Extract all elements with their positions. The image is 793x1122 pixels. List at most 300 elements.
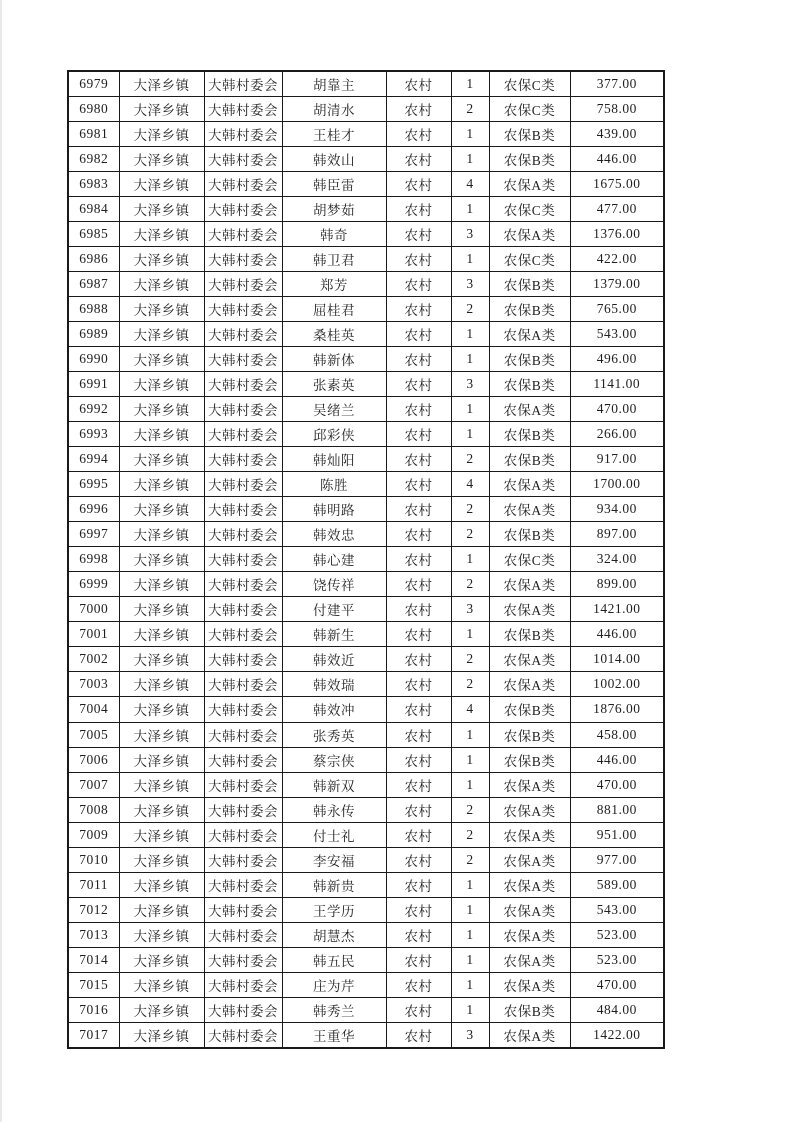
cell-person-count: 1 [451, 622, 489, 647]
cell-person-count: 1 [451, 122, 489, 147]
cell-residence-type: 农村 [386, 672, 451, 697]
cell-village: 大韩村委会 [204, 597, 282, 622]
cell-amount: 523.00 [570, 922, 664, 947]
page-left-edge [0, 0, 2, 1122]
table-row [68, 322, 664, 347]
cell-residence-type: 农村 [386, 71, 451, 97]
cell-village: 大韩村委会 [204, 472, 282, 497]
cell-village: 大韩村委会 [204, 947, 282, 972]
pension-roster-table [67, 70, 665, 1049]
cell-town: 大泽乡镇 [119, 347, 204, 372]
cell-person-count: 2 [451, 672, 489, 697]
cell-village: 大韩村委会 [204, 497, 282, 522]
cell-town: 大泽乡镇 [119, 672, 204, 697]
cell-insurance-category: 农保B类 [489, 522, 570, 547]
cell-residence-type: 农村 [386, 972, 451, 997]
cell-village: 大韩村委会 [204, 272, 282, 297]
cell-insurance-category: 农保B类 [489, 697, 570, 722]
cell-insurance-category: 农保C类 [489, 71, 570, 97]
cell-row-number: 6994 [68, 447, 119, 472]
cell-person-name: 胡靠主 [282, 71, 386, 97]
cell-residence-type: 农村 [386, 272, 451, 297]
cell-person-name: 邱彩侠 [282, 422, 386, 447]
cell-person-count: 2 [451, 522, 489, 547]
cell-village: 大韩村委会 [204, 547, 282, 572]
table-row [68, 172, 664, 197]
cell-amount: 758.00 [570, 97, 664, 122]
cell-insurance-category: 农保A类 [489, 472, 570, 497]
cell-town: 大泽乡镇 [119, 222, 204, 247]
cell-village: 大韩村委会 [204, 647, 282, 672]
cell-village: 大韩村委会 [204, 122, 282, 147]
cell-amount: 1376.00 [570, 222, 664, 247]
cell-insurance-category: 农保A类 [489, 222, 570, 247]
cell-village: 大韩村委会 [204, 197, 282, 222]
cell-insurance-category: 农保A类 [489, 947, 570, 972]
cell-person-count: 2 [451, 847, 489, 872]
cell-row-number: 6980 [68, 97, 119, 122]
cell-person-name: 韩新生 [282, 622, 386, 647]
cell-residence-type: 农村 [386, 322, 451, 347]
cell-person-name: 韩效忠 [282, 522, 386, 547]
table-row [68, 71, 664, 97]
cell-insurance-category: 农保A类 [489, 647, 570, 672]
cell-residence-type: 农村 [386, 847, 451, 872]
cell-town: 大泽乡镇 [119, 122, 204, 147]
cell-village: 大韩村委会 [204, 997, 282, 1022]
cell-person-name: 屈桂君 [282, 297, 386, 322]
cell-town: 大泽乡镇 [119, 1022, 204, 1048]
cell-residence-type: 农村 [386, 722, 451, 747]
cell-insurance-category: 农保A类 [489, 922, 570, 947]
cell-amount: 470.00 [570, 972, 664, 997]
cell-town: 大泽乡镇 [119, 997, 204, 1022]
cell-residence-type: 农村 [386, 372, 451, 397]
table-row [68, 347, 664, 372]
cell-amount: 266.00 [570, 422, 664, 447]
table-row [68, 422, 664, 447]
table-row [68, 222, 664, 247]
cell-residence-type: 农村 [386, 697, 451, 722]
cell-person-count: 1 [451, 872, 489, 897]
cell-town: 大泽乡镇 [119, 497, 204, 522]
cell-residence-type: 农村 [386, 572, 451, 597]
cell-amount: 881.00 [570, 797, 664, 822]
cell-village: 大韩村委会 [204, 847, 282, 872]
table-row [68, 572, 664, 597]
cell-amount: 917.00 [570, 447, 664, 472]
cell-row-number: 6993 [68, 422, 119, 447]
cell-insurance-category: 农保B类 [489, 372, 570, 397]
table-row [68, 472, 664, 497]
cell-town: 大泽乡镇 [119, 71, 204, 97]
cell-town: 大泽乡镇 [119, 397, 204, 422]
cell-insurance-category: 农保C类 [489, 547, 570, 572]
cell-person-name: 张秀英 [282, 722, 386, 747]
cell-person-count: 3 [451, 597, 489, 622]
cell-row-number: 7012 [68, 897, 119, 922]
cell-row-number: 6992 [68, 397, 119, 422]
cell-village: 大韩村委会 [204, 972, 282, 997]
cell-residence-type: 农村 [386, 172, 451, 197]
cell-town: 大泽乡镇 [119, 547, 204, 572]
cell-row-number: 7016 [68, 997, 119, 1022]
cell-amount: 1700.00 [570, 472, 664, 497]
cell-town: 大泽乡镇 [119, 947, 204, 972]
cell-person-count: 1 [451, 422, 489, 447]
cell-row-number: 7015 [68, 972, 119, 997]
table-row [68, 397, 664, 422]
cell-insurance-category: 农保C类 [489, 247, 570, 272]
table-row [68, 197, 664, 222]
cell-row-number: 7008 [68, 797, 119, 822]
cell-village: 大韩村委会 [204, 522, 282, 547]
cell-row-number: 6979 [68, 71, 119, 97]
cell-residence-type: 农村 [386, 347, 451, 372]
cell-amount: 377.00 [570, 71, 664, 97]
cell-person-name: 陈胜 [282, 472, 386, 497]
cell-village: 大韩村委会 [204, 747, 282, 772]
cell-person-count: 1 [451, 772, 489, 797]
table-row [68, 1022, 664, 1048]
cell-amount: 470.00 [570, 397, 664, 422]
cell-amount: 1002.00 [570, 672, 664, 697]
cell-insurance-category: 农保A类 [489, 497, 570, 522]
cell-amount: 1422.00 [570, 1022, 664, 1048]
cell-residence-type: 农村 [386, 922, 451, 947]
cell-insurance-category: 农保B类 [489, 722, 570, 747]
cell-village: 大韩村委会 [204, 897, 282, 922]
cell-row-number: 7017 [68, 1022, 119, 1048]
cell-village: 大韩村委会 [204, 572, 282, 597]
cell-person-count: 4 [451, 172, 489, 197]
cell-row-number: 6997 [68, 522, 119, 547]
cell-row-number: 6999 [68, 572, 119, 597]
cell-village: 大韩村委会 [204, 622, 282, 647]
cell-person-name: 韩永传 [282, 797, 386, 822]
cell-insurance-category: 农保A类 [489, 322, 570, 347]
cell-amount: 765.00 [570, 297, 664, 322]
cell-amount: 458.00 [570, 722, 664, 747]
cell-amount: 477.00 [570, 197, 664, 222]
cell-residence-type: 农村 [386, 222, 451, 247]
table-row [68, 747, 664, 772]
cell-amount: 470.00 [570, 772, 664, 797]
cell-town: 大泽乡镇 [119, 897, 204, 922]
cell-row-number: 7010 [68, 847, 119, 872]
cell-row-number: 7005 [68, 722, 119, 747]
cell-residence-type: 农村 [386, 147, 451, 172]
cell-row-number: 6986 [68, 247, 119, 272]
cell-town: 大泽乡镇 [119, 372, 204, 397]
table-row [68, 97, 664, 122]
cell-amount: 484.00 [570, 997, 664, 1022]
cell-village: 大韩村委会 [204, 147, 282, 172]
cell-village: 大韩村委会 [204, 722, 282, 747]
cell-person-name: 李安福 [282, 847, 386, 872]
cell-person-name: 桑桂英 [282, 322, 386, 347]
cell-town: 大泽乡镇 [119, 572, 204, 597]
cell-person-name: 王重华 [282, 1022, 386, 1048]
table-row [68, 772, 664, 797]
cell-residence-type: 农村 [386, 547, 451, 572]
cell-town: 大泽乡镇 [119, 647, 204, 672]
cell-town: 大泽乡镇 [119, 97, 204, 122]
cell-town: 大泽乡镇 [119, 422, 204, 447]
cell-village: 大韩村委会 [204, 97, 282, 122]
cell-person-count: 4 [451, 472, 489, 497]
cell-row-number: 7013 [68, 922, 119, 947]
cell-residence-type: 农村 [386, 797, 451, 822]
cell-person-name: 饶传祥 [282, 572, 386, 597]
cell-person-name: 韩明路 [282, 497, 386, 522]
table-row [68, 122, 664, 147]
cell-amount: 543.00 [570, 322, 664, 347]
table-row [68, 297, 664, 322]
table-row [68, 972, 664, 997]
cell-residence-type: 农村 [386, 297, 451, 322]
cell-residence-type: 农村 [386, 497, 451, 522]
cell-person-name: 王学历 [282, 897, 386, 922]
cell-residence-type: 农村 [386, 622, 451, 647]
cell-row-number: 7014 [68, 947, 119, 972]
cell-amount: 1675.00 [570, 172, 664, 197]
cell-residence-type: 农村 [386, 122, 451, 147]
cell-town: 大泽乡镇 [119, 322, 204, 347]
cell-village: 大韩村委会 [204, 872, 282, 897]
cell-insurance-category: 农保A类 [489, 572, 570, 597]
cell-row-number: 6991 [68, 372, 119, 397]
cell-town: 大泽乡镇 [119, 747, 204, 772]
cell-town: 大泽乡镇 [119, 472, 204, 497]
cell-row-number: 7009 [68, 822, 119, 847]
cell-town: 大泽乡镇 [119, 147, 204, 172]
table-row [68, 647, 664, 672]
cell-insurance-category: 农保C类 [489, 97, 570, 122]
cell-amount: 1379.00 [570, 272, 664, 297]
cell-insurance-category: 农保A类 [489, 672, 570, 697]
cell-insurance-category: 农保A类 [489, 597, 570, 622]
table-row [68, 897, 664, 922]
cell-village: 大韩村委会 [204, 71, 282, 97]
cell-person-name: 韩效冲 [282, 697, 386, 722]
cell-amount: 446.00 [570, 622, 664, 647]
cell-village: 大韩村委会 [204, 322, 282, 347]
cell-person-count: 2 [451, 97, 489, 122]
table-row [68, 147, 664, 172]
cell-residence-type: 农村 [386, 747, 451, 772]
cell-amount: 496.00 [570, 347, 664, 372]
cell-residence-type: 农村 [386, 597, 451, 622]
table-row [68, 822, 664, 847]
cell-person-name: 韩新体 [282, 347, 386, 372]
cell-town: 大泽乡镇 [119, 722, 204, 747]
cell-person-name: 韩新双 [282, 772, 386, 797]
cell-town: 大泽乡镇 [119, 872, 204, 897]
table-row [68, 497, 664, 522]
cell-residence-type: 农村 [386, 247, 451, 272]
cell-residence-type: 农村 [386, 647, 451, 672]
cell-village: 大韩村委会 [204, 672, 282, 697]
cell-amount: 422.00 [570, 247, 664, 272]
table-row [68, 247, 664, 272]
cell-residence-type: 农村 [386, 772, 451, 797]
cell-person-count: 1 [451, 997, 489, 1022]
cell-row-number: 6996 [68, 497, 119, 522]
cell-person-name: 韩奇 [282, 222, 386, 247]
cell-insurance-category: 农保A类 [489, 797, 570, 822]
cell-village: 大韩村委会 [204, 247, 282, 272]
cell-amount: 1014.00 [570, 647, 664, 672]
cell-person-name: 韩五民 [282, 947, 386, 972]
cell-person-count: 2 [451, 497, 489, 522]
cell-person-count: 2 [451, 822, 489, 847]
cell-person-count: 3 [451, 1022, 489, 1048]
table-row [68, 272, 664, 297]
table-row [68, 872, 664, 897]
cell-row-number: 7007 [68, 772, 119, 797]
cell-person-count: 1 [451, 547, 489, 572]
cell-insurance-category: 农保B类 [489, 147, 570, 172]
cell-town: 大泽乡镇 [119, 797, 204, 822]
cell-person-name: 胡慧杰 [282, 922, 386, 947]
cell-residence-type: 农村 [386, 97, 451, 122]
cell-amount: 1421.00 [570, 597, 664, 622]
cell-insurance-category: 农保C类 [489, 197, 570, 222]
cell-person-count: 1 [451, 947, 489, 972]
cell-person-name: 韩臣雷 [282, 172, 386, 197]
cell-town: 大泽乡镇 [119, 247, 204, 272]
cell-residence-type: 农村 [386, 397, 451, 422]
cell-person-name: 韩卫君 [282, 247, 386, 272]
table-row [68, 997, 664, 1022]
cell-row-number: 6983 [68, 172, 119, 197]
table-row [68, 947, 664, 972]
cell-person-count: 3 [451, 222, 489, 247]
cell-row-number: 7011 [68, 872, 119, 897]
table-row [68, 922, 664, 947]
cell-insurance-category: 农保A类 [489, 772, 570, 797]
cell-person-count: 2 [451, 797, 489, 822]
cell-person-count: 2 [451, 447, 489, 472]
cell-amount: 439.00 [570, 122, 664, 147]
cell-row-number: 7003 [68, 672, 119, 697]
cell-person-count: 2 [451, 297, 489, 322]
cell-person-name: 韩灿阳 [282, 447, 386, 472]
cell-amount: 543.00 [570, 897, 664, 922]
cell-person-count: 1 [451, 897, 489, 922]
cell-amount: 1141.00 [570, 372, 664, 397]
cell-village: 大韩村委会 [204, 297, 282, 322]
cell-insurance-category: 农保B类 [489, 747, 570, 772]
cell-person-name: 王桂才 [282, 122, 386, 147]
cell-town: 大泽乡镇 [119, 922, 204, 947]
cell-insurance-category: 农保A类 [489, 397, 570, 422]
cell-insurance-category: 农保B类 [489, 622, 570, 647]
cell-person-count: 1 [451, 322, 489, 347]
cell-person-name: 蔡宗侠 [282, 747, 386, 772]
table-row [68, 847, 664, 872]
cell-town: 大泽乡镇 [119, 197, 204, 222]
cell-insurance-category: 农保B类 [489, 422, 570, 447]
cell-amount: 523.00 [570, 947, 664, 972]
cell-insurance-category: 农保B类 [489, 122, 570, 147]
cell-residence-type: 农村 [386, 522, 451, 547]
cell-row-number: 7002 [68, 647, 119, 672]
cell-town: 大泽乡镇 [119, 172, 204, 197]
table-row [68, 547, 664, 572]
cell-amount: 951.00 [570, 822, 664, 847]
cell-person-count: 1 [451, 71, 489, 97]
cell-insurance-category: 农保A类 [489, 897, 570, 922]
table-row [68, 797, 664, 822]
cell-village: 大韩村委会 [204, 222, 282, 247]
cell-person-name: 韩效山 [282, 147, 386, 172]
cell-amount: 899.00 [570, 572, 664, 597]
cell-person-name: 郑芳 [282, 272, 386, 297]
cell-town: 大泽乡镇 [119, 847, 204, 872]
cell-person-name: 胡梦茹 [282, 197, 386, 222]
cell-residence-type: 农村 [386, 897, 451, 922]
cell-row-number: 6982 [68, 147, 119, 172]
cell-amount: 934.00 [570, 497, 664, 522]
cell-insurance-category: 农保A类 [489, 1022, 570, 1048]
cell-person-name: 韩效近 [282, 647, 386, 672]
cell-row-number: 6998 [68, 547, 119, 572]
cell-town: 大泽乡镇 [119, 822, 204, 847]
cell-town: 大泽乡镇 [119, 272, 204, 297]
table-row [68, 447, 664, 472]
cell-insurance-category: 农保A类 [489, 847, 570, 872]
cell-person-name: 付士礼 [282, 822, 386, 847]
cell-row-number: 6995 [68, 472, 119, 497]
cell-person-name: 胡清水 [282, 97, 386, 122]
cell-town: 大泽乡镇 [119, 447, 204, 472]
cell-residence-type: 农村 [386, 947, 451, 972]
cell-amount: 977.00 [570, 847, 664, 872]
cell-insurance-category: 农保A类 [489, 872, 570, 897]
cell-amount: 589.00 [570, 872, 664, 897]
cell-village: 大韩村委会 [204, 372, 282, 397]
table-row [68, 697, 664, 722]
cell-amount: 324.00 [570, 547, 664, 572]
cell-residence-type: 农村 [386, 197, 451, 222]
cell-insurance-category: 农保B类 [489, 447, 570, 472]
cell-person-name: 韩新贵 [282, 872, 386, 897]
cell-village: 大韩村委会 [204, 822, 282, 847]
cell-insurance-category: 农保A类 [489, 972, 570, 997]
cell-village: 大韩村委会 [204, 172, 282, 197]
cell-residence-type: 农村 [386, 472, 451, 497]
cell-person-count: 1 [451, 972, 489, 997]
cell-town: 大泽乡镇 [119, 772, 204, 797]
table-row [68, 372, 664, 397]
cell-village: 大韩村委会 [204, 1022, 282, 1048]
cell-row-number: 6990 [68, 347, 119, 372]
cell-insurance-category: 农保B类 [489, 347, 570, 372]
cell-person-count: 1 [451, 747, 489, 772]
cell-person-name: 付建平 [282, 597, 386, 622]
cell-person-count: 1 [451, 922, 489, 947]
cell-insurance-category: 农保B类 [489, 297, 570, 322]
cell-village: 大韩村委会 [204, 797, 282, 822]
cell-person-count: 1 [451, 397, 489, 422]
cell-person-count: 1 [451, 347, 489, 372]
cell-town: 大泽乡镇 [119, 522, 204, 547]
table-row [68, 622, 664, 647]
table-row [68, 522, 664, 547]
cell-person-count: 2 [451, 572, 489, 597]
